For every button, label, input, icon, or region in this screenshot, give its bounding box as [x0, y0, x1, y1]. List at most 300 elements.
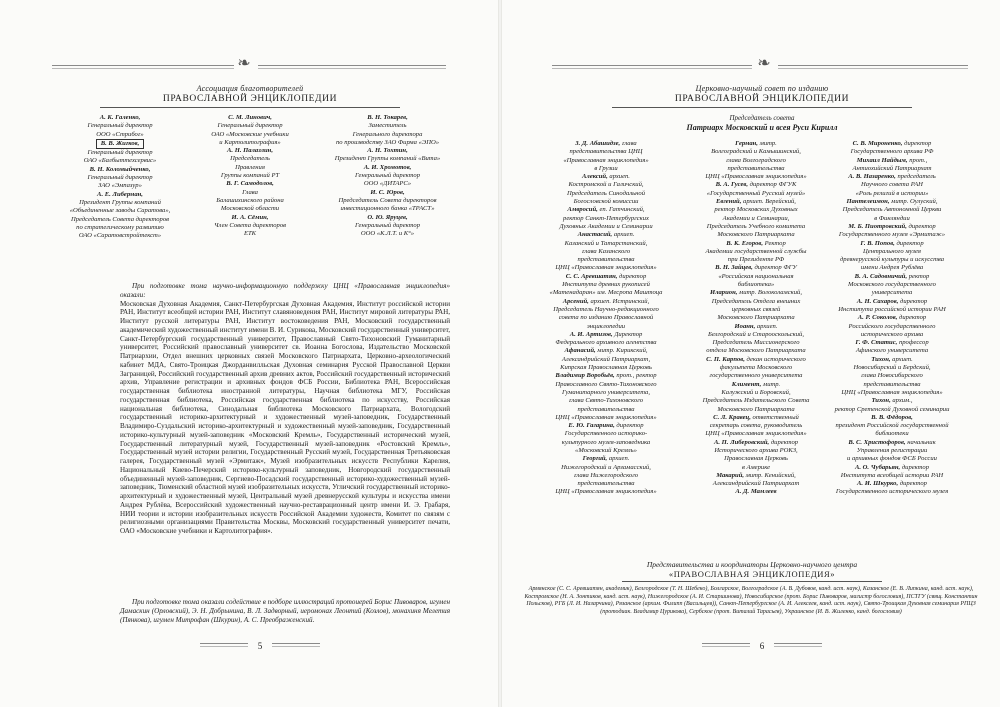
- person-role: Казанский и Татарстанский,: [564, 239, 648, 247]
- person-role-inline: директор: [902, 140, 932, 147]
- footer-ornament-right-b: [272, 646, 320, 647]
- footer-ornament-left-a: [200, 643, 248, 644]
- person-line: [60, 139, 180, 149]
- person-role-inline: директор: [898, 297, 928, 305]
- person-role: представительства ЦНЦ: [569, 148, 643, 156]
- person-name: А. О. Чубарьян,: [854, 463, 901, 471]
- person-role: Правления: [235, 163, 265, 171]
- person-role: Православная Церковь: [724, 455, 788, 463]
- person-line: [532, 273, 680, 281]
- person-line: [190, 114, 310, 122]
- person-line: [60, 114, 180, 122]
- person-role: Московского государственного: [848, 281, 936, 289]
- person-line: [817, 314, 967, 322]
- person-role: ЦНЦ «Православная энциклопедия»: [841, 388, 943, 396]
- person-role-inline: директор: [906, 222, 936, 230]
- person-role: Председатель Учебного комитета: [706, 222, 806, 230]
- person-name: А. К. Галенко,: [99, 114, 141, 121]
- person-name: А. И. Шкурко,: [857, 480, 899, 488]
- person-role-inline: архиеп. Верейский,: [741, 198, 796, 206]
- person-line: [532, 455, 680, 463]
- person-line: [682, 439, 830, 447]
- person-name: В. В. Фёдоров,: [871, 413, 913, 421]
- person-line: [532, 331, 680, 339]
- person-role-inline: директор: [894, 239, 924, 247]
- person-name: В. Н. Коломыйченко,: [89, 165, 151, 173]
- person-line: [60, 191, 180, 199]
- person-name: Амвросий,: [567, 206, 598, 214]
- person-role: Московской области: [220, 205, 280, 213]
- person-role-inline: митр. Кирикский,: [595, 347, 648, 355]
- person-line: [682, 140, 830, 148]
- person-line: [817, 356, 967, 364]
- right-page: [502, 0, 1000, 707]
- person-line: [682, 240, 830, 248]
- person-role-inline: директор: [617, 272, 647, 280]
- person-line: [682, 181, 830, 189]
- person-role: Богословской комиссии: [573, 198, 639, 206]
- person-role: в Финляндии: [874, 214, 910, 222]
- person-name: А. П. Либеровский,: [713, 438, 770, 446]
- person-role: ОАО «Балбыттехсервис»: [83, 157, 157, 165]
- person-name: В. Н. Токарев,: [367, 114, 408, 121]
- header-subtitle: Ассоциация благотворителей: [196, 84, 304, 93]
- person-line: [682, 289, 830, 297]
- person-name: Михаил Найдым,: [856, 156, 908, 164]
- person-role: Группы компаний РТ: [220, 172, 280, 180]
- person-line: [190, 147, 310, 155]
- reps-list: Армянское (С. С. Аревшатян, академик), Белгородское (Т. Н. Шебеко), Болгарское, Волгоградское (А. В. Дубовов, канд. ист. наук), Казанское (Е. В. Липкина, канд. ист. наук), Костромское (Н. А. Зонтиков, канд. ист. наук), Нижегородское (А. И. Старшинова), Новосибирское (прот. Борис Пивоваров, магистр богословия), ПСТГУ (свящ. Константин Польсков), РГБ (Л. И. Назарчина), Рязанское (архим. Филипп (Васильцев)), Санкт-Петербургское (А. И. Алексеев, канд. ист. наук), Свято-Троицкая Духовная семинария РПЦЗ (протодиак. Владимир Цурикова), Сербское (прот. Виталий Тарасьев), Украинское (И. В. Жиленко, канд. богословия): [524, 586, 978, 615]
- header-ornament-line-right: [258, 65, 446, 66]
- person-role: Института древних рукописей: [562, 281, 650, 289]
- person-role-inline: директор ФГУ: [752, 264, 797, 272]
- person-line: [320, 164, 455, 172]
- person-role-inline: ответственный: [750, 413, 799, 421]
- person-role: и Картолитография»: [219, 138, 281, 146]
- person-role: «Православная энциклопедия»: [563, 156, 649, 164]
- person-role-inline: директор: [898, 480, 927, 488]
- person-role: представительства: [863, 380, 921, 388]
- person-role-inline: еп. Гатчинский,: [597, 206, 645, 214]
- person-line: [817, 198, 967, 206]
- person-role: ООО «Стрибог»: [96, 130, 144, 138]
- person-role: ЗАО «Эмпазур»: [98, 182, 142, 190]
- person-name: В. А. Садовничий,: [854, 272, 908, 280]
- person-role: секретарь совета, руководитель: [709, 422, 803, 430]
- person-role: Генеральный директор: [87, 122, 153, 130]
- person-role: Александрийский Патриархат,: [561, 355, 651, 363]
- person-role: Московского Патриархата: [717, 231, 795, 239]
- person-line: [532, 206, 680, 214]
- person-role: Духовных Академии и Семинарии: [559, 222, 653, 230]
- person-role-inline: директор: [900, 463, 930, 471]
- person-role: ректор Сретенской Духовной семинарии: [834, 405, 950, 413]
- person-role: церковных связей: [731, 305, 781, 313]
- person-name: А. Е. Либерман,: [97, 190, 143, 198]
- header-subtitle: Церковно-научный совет по изданию: [695, 84, 829, 93]
- person-name: С. Л. Кравец,: [713, 413, 751, 421]
- person-role: «Роль религий в истории»: [855, 189, 929, 197]
- person-role: Академии и Семинарии,: [722, 214, 790, 222]
- sponsors-column-1: [60, 114, 180, 240]
- person-role: государственного университета: [709, 372, 803, 380]
- person-role: Председатель Совета директоров: [338, 196, 437, 204]
- person-line: [817, 273, 967, 281]
- person-name: Климент,: [731, 380, 762, 388]
- person-role-inline: архиеп.: [607, 455, 630, 463]
- person-role: Генеральный директор: [217, 122, 283, 130]
- person-role: «Российская национальная: [718, 272, 794, 280]
- person-role-inline: глава: [620, 140, 637, 147]
- person-role: исторического архива: [860, 330, 924, 338]
- person-line: [817, 140, 967, 148]
- person-name: Алексий,: [582, 173, 608, 181]
- person-line: [817, 298, 967, 306]
- person-name: Арсений,: [562, 297, 589, 305]
- person-role-inline: прот.,: [907, 156, 928, 164]
- person-role: Новосибирский и Бердский,: [853, 364, 931, 372]
- person-name: М. Б. Пиотровский,: [848, 222, 907, 230]
- person-line: [682, 264, 830, 272]
- header-title: ПРАВОСЛАВНОЙ ЭНЦИКЛОПЕДИИ: [674, 94, 850, 104]
- person-line: [817, 480, 967, 488]
- person-role-inline: директор: [897, 314, 927, 322]
- person-line: [532, 173, 680, 181]
- support-lead: При подготовке тома научно-информационную поддержку ЦНЦ «Православная энциклопедия» оказали:: [120, 282, 450, 299]
- illustrations-note: [120, 598, 450, 624]
- reps-heading-subtitle: Представительства и координаторы Церковно-научного центра: [646, 560, 858, 569]
- person-line: [682, 488, 830, 496]
- person-name: Г. Ф. Статис,: [855, 339, 898, 347]
- person-role: университета: [871, 289, 913, 297]
- header-underline: [100, 107, 400, 108]
- person-role: ЦНЦ «Православная энциклопедия»: [705, 173, 807, 181]
- person-line: [682, 356, 830, 364]
- person-role: Российского государственного: [848, 322, 936, 330]
- person-line: [817, 414, 967, 422]
- person-name: В. С. Христофоров,: [848, 438, 906, 446]
- person-line: [60, 166, 180, 174]
- person-role: имени Андрея Рублёва: [860, 264, 924, 272]
- person-role: глава Нижегородского: [573, 471, 639, 479]
- person-name: В. Г. Самодолов,: [226, 180, 274, 188]
- page-number: 6: [759, 641, 765, 651]
- person-role: Управления регистрации: [856, 446, 928, 454]
- person-name: А. И. Артизов,: [569, 330, 613, 338]
- illustrations-text: При подготовке тома оказали содействие в подборе иллюстраций протоиерей Борис Пивоваров, игумен Дамаскин (Орловский), Э. Н. Добрынина, В. Л. Задворный, иеромонах Леонтий (Козлов), монахиня Мелетия (Пянкова), игумен Митрофан (Шкурин), А. С. Преображенский.: [120, 598, 450, 624]
- person-role: Антиохийский Патриархат: [852, 164, 932, 172]
- person-name: Макарий,: [716, 471, 745, 479]
- person-role: культурного музея-заповедника: [561, 438, 651, 446]
- header-flourish-icon: ❧: [237, 55, 251, 72]
- person-role: Государственного историко-: [564, 430, 648, 438]
- person-role: Гуманитарного университета,: [561, 388, 651, 396]
- person-role: ООО «ДИТАРС»: [363, 180, 412, 188]
- person-role: Калужский и Боровский,: [721, 388, 791, 396]
- person-name: А. И. Хромотов,: [363, 163, 412, 171]
- person-role: в Грузии: [594, 164, 618, 172]
- person-role-inline: прот., ректор: [614, 372, 657, 380]
- person-name: Пантелеимон,: [846, 198, 890, 206]
- header-ornament-line-left-2: [52, 68, 234, 69]
- person-line: [532, 372, 680, 380]
- person-role: Генеральный директор: [87, 149, 153, 157]
- footer-ornament-left-a: [702, 643, 750, 644]
- person-role: Председатель Отдела внешних: [711, 297, 801, 305]
- person-role: Председатель Научно-редакционного: [553, 305, 659, 313]
- person-role: Президент Группы компаний «Вита»: [334, 155, 441, 163]
- person-name: Г. В. Попов,: [860, 239, 895, 247]
- person-role-inline: митр. Оулуский,: [889, 198, 938, 206]
- person-line: [532, 140, 680, 148]
- person-role: Волгоградский и Камышинский,: [711, 148, 801, 156]
- person-role: Глава: [242, 188, 258, 196]
- council-column-3: [817, 140, 967, 497]
- council-chair-role: Председатель совета: [729, 114, 795, 122]
- person-role: ЦНЦ «Православная энциклопедия»: [555, 488, 657, 496]
- person-role: по производству ЗАО Фирма «ЭПО»: [335, 138, 440, 146]
- person-role: Государственного исторического музея: [835, 488, 949, 496]
- council-column-2: [682, 140, 830, 497]
- footer-ornament-right-b: [774, 646, 822, 647]
- person-role: Председатель: [230, 155, 270, 163]
- person-role: при Президенте РФ: [727, 256, 785, 264]
- person-role-inline: ректор: [907, 272, 930, 280]
- person-name: С. М. Линович,: [228, 114, 272, 121]
- sponsors-column-3: [320, 114, 455, 238]
- council-chair-name: Патриарх Московский и всея Руси Кирилл: [686, 123, 838, 132]
- person-line: [190, 180, 310, 188]
- person-role-inline: архиеп.: [755, 322, 778, 330]
- person-role: глава Казанского: [581, 247, 631, 255]
- person-role: представительства: [577, 405, 635, 413]
- person-line: [817, 157, 967, 165]
- header-ornament-line-left: [552, 65, 752, 66]
- person-role: глава Новосибирского: [861, 372, 923, 380]
- person-line: [532, 231, 680, 239]
- person-role: Генеральный директор: [354, 172, 421, 180]
- person-name: В. В. Жигков,: [96, 139, 145, 149]
- person-line: [817, 339, 967, 347]
- person-role: Института всеобщей истории РАН: [840, 471, 944, 479]
- header-flourish-icon: ❧: [757, 55, 771, 72]
- person-line: [817, 439, 967, 447]
- person-name: А. Н. Палазлин,: [227, 147, 273, 155]
- person-name: В. А. Гусев,: [715, 181, 748, 189]
- sponsors-column-2: [190, 114, 310, 238]
- person-role: Исторического архива РОКЗ,: [714, 446, 798, 454]
- person-role: Председатель Издательского Совета: [702, 397, 810, 405]
- person-role: Афинского университета: [855, 347, 929, 355]
- person-role-inline: директор ФГУК: [748, 181, 797, 189]
- person-name: Герман,: [735, 140, 758, 147]
- header-ornament-line-right-2: [258, 68, 446, 69]
- person-name: С. П. Карпов,: [706, 355, 745, 363]
- person-role: совета по изданию Православной: [558, 314, 654, 322]
- header-ornament-line-left: [52, 65, 234, 66]
- person-role: Член Совета директоров: [213, 221, 287, 229]
- person-role: ЦНЦ «Православная энциклопедия»: [555, 413, 657, 421]
- person-role: Президент Группы компаний: [79, 198, 161, 206]
- person-role: представительства: [577, 480, 635, 488]
- header-underline: [612, 107, 912, 108]
- header-ornament-line-right-2: [778, 68, 968, 69]
- person-role: ЕТК: [243, 230, 257, 238]
- person-role: библиотеки: [875, 430, 909, 438]
- person-role: Александрийский Патриархат: [712, 480, 800, 488]
- person-role: ОАО «Саратовстройтекст»: [78, 232, 162, 240]
- person-name: Владимир Воробьёв,: [555, 372, 615, 380]
- person-role: Православного Свято-Тихоновского: [555, 380, 657, 388]
- person-name: В. Н. Зайцев,: [715, 264, 753, 272]
- person-role: «Государственный Русский музей»: [706, 189, 806, 197]
- reps-heading-underline: [622, 581, 882, 582]
- person-line: [817, 173, 967, 181]
- person-line: [682, 323, 830, 331]
- person-role: по стратегическому развитию: [76, 223, 164, 231]
- person-role: отдела Московского Патриархата: [706, 347, 806, 355]
- person-role: Центрального музея: [863, 247, 921, 255]
- person-line: [532, 422, 680, 430]
- person-role: Нижегородский и Арзамасский,: [561, 463, 651, 471]
- person-name: Иларион,: [710, 289, 738, 297]
- person-name: Е. Ю. Гагарина,: [568, 422, 615, 430]
- person-role: Генеральный директор: [354, 221, 421, 229]
- person-role: Председатель Синодальной: [567, 189, 645, 197]
- person-line: [817, 397, 967, 405]
- person-line: [320, 147, 455, 155]
- person-role: Академии государственной службы: [705, 247, 807, 255]
- person-role: «Объединенные заводы Саратова»,: [69, 207, 171, 215]
- person-role: ЦНЦ «Православная энциклопедия»: [555, 264, 657, 272]
- person-name: А. Р. Соколов,: [857, 314, 898, 322]
- person-role: Федерального архивного агентства: [555, 339, 657, 347]
- person-role: Генерального директора: [352, 130, 423, 138]
- left-page: [0, 0, 498, 707]
- footer-ornament-right-a: [272, 643, 320, 644]
- footer-ornament-left-b: [200, 646, 248, 647]
- person-role: Председатель Миссионерского: [712, 339, 800, 347]
- person-role: «Московский Кремль»: [575, 446, 637, 454]
- person-role: инвестиционного банка «ТРАСТ»: [340, 205, 435, 213]
- person-role: Кипрская Православная Церковь: [560, 364, 652, 372]
- person-name: О. Ю. Яруцев,: [367, 213, 408, 221]
- person-line: [532, 347, 680, 355]
- person-role: факультета Московского: [719, 364, 793, 372]
- person-role: Московского Патриархата: [717, 405, 795, 413]
- person-line: [682, 198, 830, 206]
- person-name: А. Н. Тохтин,: [367, 147, 408, 155]
- footer-ornament-left-b: [702, 646, 750, 647]
- person-role: глава Волгоградского: [726, 156, 786, 164]
- person-role: Балашихинского района: [216, 196, 284, 204]
- person-name: З. Д. Абашидзе,: [575, 140, 621, 147]
- person-role: ООО «К.Л.Т. и К°»: [360, 230, 415, 238]
- person-role: ректор Санкт-Петербургских: [563, 214, 649, 222]
- person-name: С. С. Аревшатян,: [565, 272, 618, 280]
- person-role: и архивных фондов ФСБ России: [847, 455, 937, 463]
- person-role: древнерусской культуры и искусства: [839, 256, 945, 264]
- person-role-inline: директор: [614, 422, 644, 430]
- person-line: [320, 114, 455, 122]
- person-role: Государственного музея «Эрмитаж»: [838, 231, 946, 239]
- person-name: А. В. Назаренко,: [848, 173, 896, 181]
- person-role: Костромской и Галичский,: [568, 181, 644, 189]
- person-line: [682, 381, 830, 389]
- person-role: Председатель Совета директоров: [70, 215, 170, 223]
- person-role-inline: митр.: [761, 380, 781, 388]
- person-name: В. К. Егоров,: [726, 239, 764, 247]
- person-role: Института российской истории РАН: [838, 305, 946, 313]
- person-role-inline: архиеп.: [612, 231, 635, 239]
- person-line: [817, 240, 967, 248]
- person-role: Белгородский и Старооскольский,: [708, 330, 804, 338]
- header-ornament-line-right: [778, 65, 968, 66]
- person-name: Анастасий,: [577, 231, 613, 239]
- person-line: [320, 214, 455, 222]
- person-name: Тихон,: [871, 355, 891, 363]
- person-role-inline: председатель: [895, 173, 936, 181]
- person-role-inline: архиеп.: [607, 173, 630, 181]
- person-role-inline: архим.,: [890, 397, 913, 405]
- person-role-inline: профессор: [897, 339, 929, 347]
- person-name: Афанасий,: [564, 347, 596, 355]
- person-name: Георгий,: [582, 455, 608, 463]
- person-line: [320, 189, 455, 197]
- person-line: [682, 472, 830, 480]
- person-name: Тихон,: [871, 397, 891, 405]
- person-role-inline: архиеп.: [890, 355, 913, 363]
- person-name: И. А. Сёмин,: [231, 213, 269, 221]
- person-role-inline: митр. Волоколамский,: [737, 289, 802, 297]
- person-name: А. Н. Сахаров,: [856, 297, 899, 305]
- person-role: Государственного архива РФ: [850, 148, 934, 156]
- person-role: Московского Патриархата: [717, 314, 795, 322]
- header-ornament-line-left-2: [552, 68, 752, 69]
- person-role: Председатель Автономной Церкви: [842, 206, 942, 214]
- person-name: Евгений,: [716, 198, 742, 206]
- person-role-inline: Ректор: [763, 239, 786, 247]
- person-role-inline: директор: [769, 438, 799, 446]
- person-role: Научного совета РАН: [861, 181, 923, 189]
- person-role-inline: Директор: [612, 330, 643, 338]
- person-role: энциклопедии: [586, 322, 626, 330]
- person-role: «Матенадаран» им. Месропа Маштоца: [549, 289, 663, 297]
- footer-ornament-right-a: [774, 643, 822, 644]
- person-role: в Америке: [741, 463, 771, 471]
- person-name: И. С. Юров,: [370, 188, 405, 196]
- reps-heading-title: «ПРАВОСЛАВНАЯ ЭНЦИКЛОПЕДИЯ»: [668, 569, 836, 579]
- person-role: представительства: [577, 256, 635, 264]
- person-line: [532, 298, 680, 306]
- person-role: представительства: [727, 164, 785, 172]
- person-role-inline: декан исторического: [744, 355, 806, 363]
- person-line: [682, 414, 830, 422]
- person-role-inline: митр.: [757, 140, 777, 147]
- person-name: С. В. Мироненко,: [852, 140, 903, 147]
- council-column-1: [532, 140, 680, 497]
- person-role: президент Российской государственной: [835, 422, 949, 430]
- person-role: ЦНЦ «Православная энциклопедия»: [705, 430, 807, 438]
- support-body: Московская Духовная Академия, Санкт-Петербургская Духовная Академия, Институт российской истории РАН, Институт всеобщей истории РАН, Институт славяноведения РАН, Институт мировой литературы РАН, Институт русской литературы РАН, Институт востоковедения РАН, Московский государственный академический художественный институт имени В. И. Сурикова, Московский государственный университет, Санкт-Петербургский государственный университет, Православный Свято-Тихоновский Гуманитарный университет, Российский православный университет св. Иоанна Богослова, Издательство Московской Патриархии, Отдел внешних церковных связей Московского Патриархата, Церковно-археологический кабинет МДА, Свято-Троицкая Джорданвилльская Духовная семинария Русской Православной Церкви Заграницей, Российский государственный архив древних актов, Российский государственный исторический архив, Управление регистрации и архивных фондов ФСБ России, Библиотека РАН, Всероссийская государственная библиотека иностранной литературы, Научная библиотека МГУ, Российская государственная библиотека, Российская государственная библиотека по искусству, Российская национальная библиотека, Синодальная библиотека Московского Патриархата, Вологодский государственный историко-архитектурный и художественный музей-заповедник, Государственный Владимиро-Суздальский историко-архитектурный и художественный музей-заповедник, Государственный историко-культурный музей-заповедник «Московский Кремль», Государственный исторический музей, Государственный литературный музей, Государственный музей-заповедник «Ростовский Кремль», Государственный музей истории религии, Государственный Русский музей, Государственная Третьяковская галерея, Государственный музей «Эрмитаж», Музей изобразительных искусств Республики Карелия, Национальный Киево-Печерский историко-культурный заповедник, Новгородский государственный объединенный музей-заповедник, Сергиево-Посадский государственный историко-художественный музей-заповедник, Тюменский областной музей изобразительных искусств, Угличский государственный историко-архитектурный и художественный музей, Центральный музей древнерусской культуры и искусства имени Андрея Рублёва, Всероссийский художественный научно-реставрационный центр имени И. Э. Грабаря, НИИ теории и истории изобразительных искусств Российской Академии художеств, Комитет по связям с религиозными организациями Правительства Москвы, Московский государственный университет печати, ОАО «Московские учебники и Картолитография».: [120, 299, 450, 535]
- person-role: глава Свято-Тихоновского: [568, 397, 644, 405]
- person-role: Заместитель: [368, 122, 407, 130]
- person-line: [817, 223, 967, 231]
- person-name: А. Д. Мамлеев: [735, 488, 777, 496]
- support-section: [120, 282, 450, 536]
- person-line: [190, 214, 310, 222]
- person-line: [817, 464, 967, 472]
